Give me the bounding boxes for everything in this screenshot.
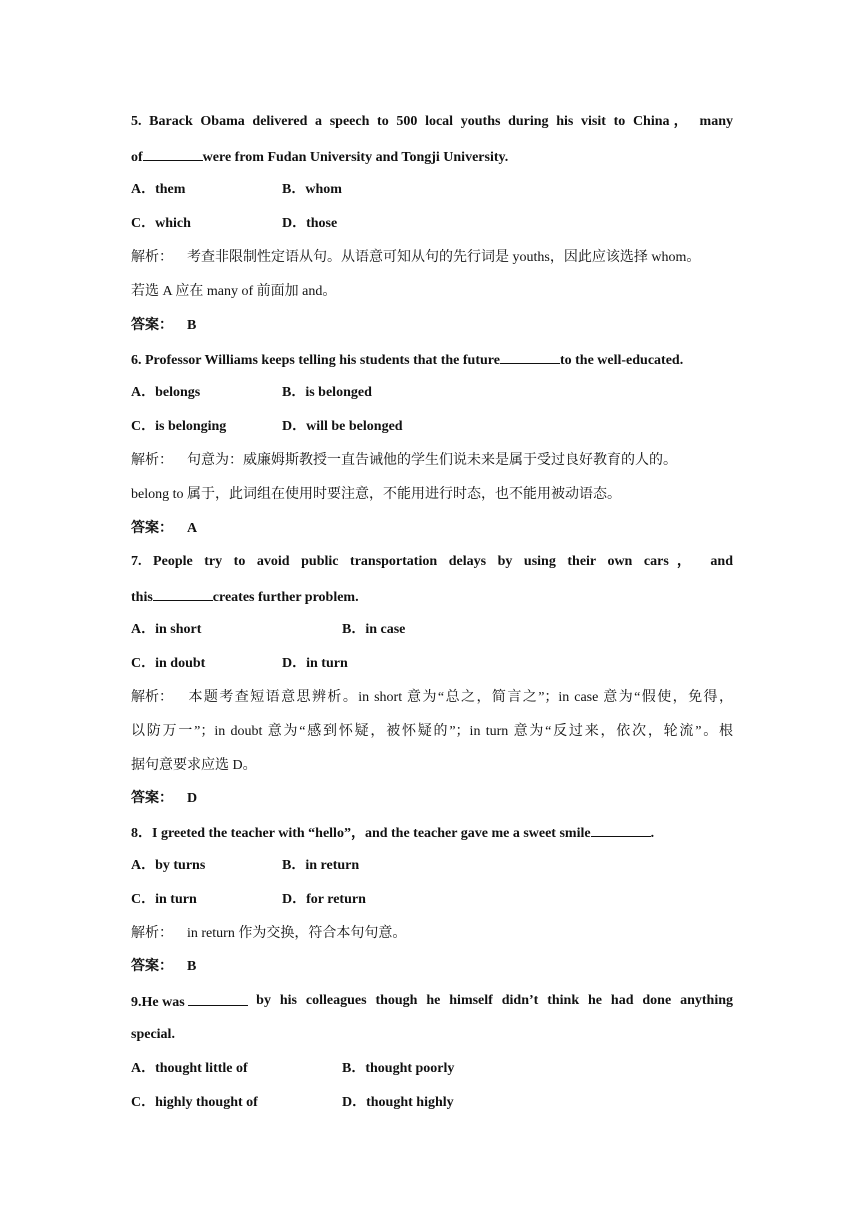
answer-label: 答案： xyxy=(131,318,173,333)
stem-text: 6. Professor Williams keeps telling his students that the future xyxy=(131,353,500,368)
question-7-options-row-1 xyxy=(131,620,733,640)
analysis-text: in return 作为交换，符合本句句意。 xyxy=(187,926,407,941)
question-8-analysis xyxy=(131,924,733,944)
option-a: A．in short xyxy=(131,622,202,637)
question-6-options-row-1 xyxy=(131,383,733,403)
answer-blank xyxy=(500,349,560,364)
question-7-stem-line-1: 7. People try to avoid public transportation delays by using their own cars， and xyxy=(131,554,733,569)
option-c: C．in doubt xyxy=(131,656,206,671)
question-7-answer xyxy=(131,789,733,809)
stem-text xyxy=(131,991,248,1011)
answer-blank xyxy=(153,586,213,601)
answer-value: A xyxy=(187,521,198,536)
question-6-analysis-line-1 xyxy=(131,451,733,471)
option-d: D．those xyxy=(282,216,338,231)
option-b: B．in case xyxy=(342,622,406,637)
question-6-options-row-2 xyxy=(131,417,733,437)
question-9-options-row-2 xyxy=(131,1093,733,1113)
option-b: B．whom xyxy=(282,182,342,197)
question-5-answer xyxy=(131,316,733,336)
option-a: A．them xyxy=(131,182,186,197)
analysis-label: 解析： xyxy=(131,690,173,705)
option-c: C．is belonging xyxy=(131,419,227,434)
question-5-options-row-2 xyxy=(131,214,733,234)
question-5-stem-line-1: 5. Barack Obama delivered a speech to 500 local youths during his visit to China， many xyxy=(131,114,733,129)
question-9-stem-line-2: special. xyxy=(131,1027,175,1042)
question-6-answer xyxy=(131,519,733,539)
option-d: D．thought highly xyxy=(342,1095,454,1110)
option-b: B．in return xyxy=(282,858,360,873)
question-5-stem-line-2 xyxy=(131,146,733,166)
stem-text: by his colleagues though he himself didn’t think he had done anything xyxy=(256,993,733,1008)
question-8-stem xyxy=(131,822,733,842)
stem-text: were from Fudan University and Tongji University. xyxy=(202,150,509,165)
answer-blank xyxy=(591,822,651,837)
question-7-analysis-line-2: 以防万一”；in doubt 意为“感到怀疑，被怀疑的”；in turn 意为“反过来，依次，轮流”。根 xyxy=(131,724,733,739)
question-7-analysis-line-1 xyxy=(131,688,733,708)
stem-text: creates further problem. xyxy=(212,590,359,605)
option-a: A．by turns xyxy=(131,858,206,873)
question-7-stem-line-2 xyxy=(131,586,733,606)
option-d: D．in turn xyxy=(282,656,348,671)
option-c: C．highly thought of xyxy=(131,1095,258,1110)
answer-blank xyxy=(143,146,203,161)
question-7-analysis-line-3: 据句意要求应选 D。 xyxy=(131,758,257,773)
option-d: D．will be belonged xyxy=(282,419,403,434)
answer-value: B xyxy=(187,959,197,974)
answer-label: 答案： xyxy=(131,521,173,536)
answer-label: 答案： xyxy=(131,959,173,974)
stem-text: to the well-educated. xyxy=(559,353,684,368)
analysis-text: 句意为：威廉姆斯教授一直告诫他的学生们说未来是属于受过良好教育的人的。 xyxy=(187,453,677,468)
question-5-analysis-line-2: 若选 A 应在 many of 前面加 and。 xyxy=(131,284,337,299)
question-7-options-row-2 xyxy=(131,654,733,674)
option-a: A．thought little of xyxy=(131,1061,248,1076)
option-c: C．in turn xyxy=(131,892,197,907)
question-9-stem-line-1 xyxy=(131,991,733,1011)
analysis-label: 解析： xyxy=(131,453,173,468)
question-6-stem xyxy=(131,349,733,369)
stem-text: . xyxy=(650,826,655,841)
option-d: D．for return xyxy=(282,892,366,907)
option-c: C．which xyxy=(131,216,191,231)
stem-text: of xyxy=(131,150,143,165)
stem-text: 8．I greeted the teacher with “hello”，and the teacher gave me a sweet smile xyxy=(131,826,591,841)
analysis-text: 本题考查短语意思辨析。in short 意为“总之，简言之”；in case 意为“假使，免得， xyxy=(187,690,733,705)
answer-label: 答案： xyxy=(131,791,173,806)
answer-value: D xyxy=(187,791,198,806)
question-5-analysis-line-1 xyxy=(131,248,733,268)
option-b: B．is belonged xyxy=(282,385,372,400)
stem-text: this xyxy=(131,590,153,605)
question-6-analysis-line-2: belong to 属于，此词组在使用时要注意，不能用进行时态，也不能用被动语态。 xyxy=(131,487,621,502)
answer-blank xyxy=(188,991,248,1006)
answer-value: B xyxy=(187,318,197,333)
question-5-options-row-1 xyxy=(131,180,733,200)
question-8-options-row-1 xyxy=(131,856,733,876)
analysis-label: 解析： xyxy=(131,250,173,265)
option-b: B．thought poorly xyxy=(342,1061,455,1076)
option-a: A．belongs xyxy=(131,385,201,400)
stem-text-before: 9.He was xyxy=(131,995,185,1010)
analysis-label: 解析： xyxy=(131,926,173,941)
question-8-options-row-2 xyxy=(131,890,733,910)
question-9-options-row-1 xyxy=(131,1059,733,1079)
analysis-text: 考查非限制性定语从句。从语意可知从句的先行词是 youths，因此应该选择 whom。 xyxy=(187,250,701,265)
question-8-answer xyxy=(131,957,733,977)
